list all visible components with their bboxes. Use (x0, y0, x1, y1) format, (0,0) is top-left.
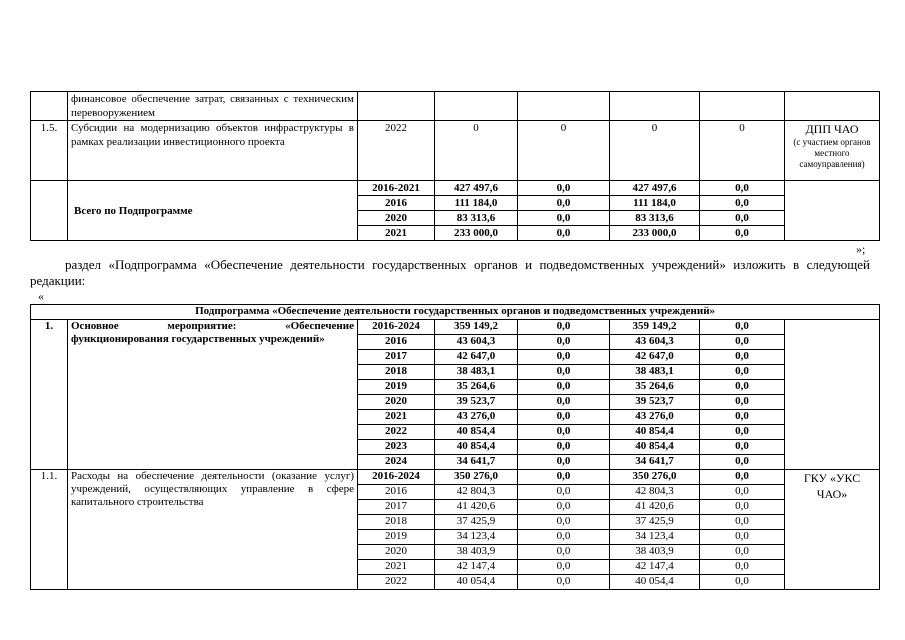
row-value: 0,0 (518, 181, 610, 196)
row-value: 111 184,0 (435, 196, 518, 211)
row-value: 0,0 (518, 440, 610, 455)
row-value: 43 276,0 (435, 410, 518, 425)
row-value: 0,0 (700, 365, 785, 380)
row-value: 42 804,3 (610, 485, 700, 500)
row-year: 2016-2021 (358, 181, 435, 196)
row-value: 359 149,2 (610, 320, 700, 335)
row-value: 39 523,7 (610, 395, 700, 410)
row-year: 2022 (358, 425, 435, 440)
row-value: 0,0 (518, 575, 610, 590)
row-value: 0 (435, 121, 518, 181)
row-value: 40 854,4 (610, 425, 700, 440)
item11-rows (31, 470, 880, 590)
row-value: 350 276,0 (435, 470, 518, 485)
row-value: 0,0 (700, 500, 785, 515)
row-value: 0,0 (700, 560, 785, 575)
row-value: 0,0 (700, 320, 785, 335)
row-year: 2020 (358, 211, 435, 226)
row-value: 0,0 (518, 410, 610, 425)
row-value: 0,0 (700, 350, 785, 365)
row-value: 0,0 (518, 380, 610, 395)
item1-rows (31, 320, 880, 470)
row-number: 1.1. (31, 470, 68, 590)
top-table (30, 91, 880, 241)
table-row (31, 121, 880, 181)
row-year: 2017 (358, 350, 435, 365)
row-year: 2016-2024 (358, 470, 435, 485)
row-value: 0,0 (700, 380, 785, 395)
row-description: Расходы на обеспечение деятельности (оказание услуг) учреждений, осуществляющих управление в сфере капитального строительства (68, 470, 358, 590)
row-value: 0,0 (700, 395, 785, 410)
row-value: 39 523,7 (435, 395, 518, 410)
row-value: 34 123,4 (610, 530, 700, 545)
row-value: 0,0 (518, 560, 610, 575)
row-year: 2017 (358, 500, 435, 515)
row-value: 111 184,0 (610, 196, 700, 211)
row-value: 0,0 (518, 226, 610, 241)
row-value: 43 604,3 (435, 335, 518, 350)
row-description: финансовое обеспечение затрат, связанных с техническим перевооружением (68, 92, 358, 121)
row-year: 2016 (358, 485, 435, 500)
row-year: 2021 (358, 560, 435, 575)
row-value: 42 647,0 (610, 350, 700, 365)
row-value: 427 497,6 (435, 181, 518, 196)
row-value: 0,0 (700, 425, 785, 440)
row-year: 2018 (358, 515, 435, 530)
row-value: 0,0 (518, 515, 610, 530)
row-number: 1. (31, 320, 68, 470)
row-value: 34 641,7 (435, 455, 518, 470)
row-value: 40 054,4 (435, 575, 518, 590)
table-row (31, 305, 880, 320)
paragraph-text: раздел «Подпрограмма «Обеспечение деятельности государственных органов и подведомственных учреждений» изложить в следующей редакции: (30, 257, 870, 288)
row-value: 0,0 (700, 485, 785, 500)
row-year: 2018 (358, 365, 435, 380)
row-value: 41 420,6 (610, 500, 700, 515)
row-value: 0,0 (700, 196, 785, 211)
row-value: 0,0 (700, 455, 785, 470)
row-value: 0,0 (700, 530, 785, 545)
row-executor (785, 121, 880, 181)
row-value: 38 403,9 (610, 545, 700, 560)
row-value: 0,0 (518, 500, 610, 515)
row-value: 41 420,6 (435, 500, 518, 515)
row-executor: ГКУ «УКС ЧАО» (785, 470, 880, 590)
row-value: 359 149,2 (435, 320, 518, 335)
row-value: 233 000,0 (435, 226, 518, 241)
row-value: 0,0 (518, 196, 610, 211)
row-value: 37 425,9 (610, 515, 700, 530)
bottom-table (30, 304, 880, 590)
row-executor (785, 320, 880, 470)
row-value: 0,0 (700, 515, 785, 530)
row-value: 0 (610, 121, 700, 181)
row-year: 2021 (358, 410, 435, 425)
row-year: 2021 (358, 226, 435, 241)
row-value: 0,0 (700, 181, 785, 196)
row-year: 2020 (358, 395, 435, 410)
closing-quote: »; (856, 242, 866, 256)
table-row (31, 470, 880, 485)
row-value: 42 147,4 (435, 560, 518, 575)
table-row (31, 181, 880, 196)
row-value: 0,0 (700, 226, 785, 241)
row-value: 40 854,4 (435, 425, 518, 440)
row-value: 40 054,4 (610, 575, 700, 590)
row-value: 40 854,4 (435, 440, 518, 455)
row-year: 2019 (358, 530, 435, 545)
row-value: 0,0 (518, 455, 610, 470)
row-value: 0,0 (700, 575, 785, 590)
row-year: 2016 (358, 335, 435, 350)
row-year: 2022 (358, 575, 435, 590)
row-value: 0 (518, 121, 610, 181)
row-value: 427 497,6 (610, 181, 700, 196)
instruction-paragraph (30, 257, 870, 289)
subprogram-header: Подпрограмма «Обеспечение деятельности государственных органов и подведомственных учреждений» (31, 305, 880, 320)
row-value: 0,0 (518, 350, 610, 365)
table-row (31, 92, 880, 121)
row-value: 0 (700, 121, 785, 181)
row-value: 40 854,4 (610, 440, 700, 455)
row-year: 2023 (358, 440, 435, 455)
row-description: Субсидии на модернизацию объектов инфраструктуры в рамках реализации инвестиционного проекта (68, 121, 358, 181)
row-value: 38 483,1 (435, 365, 518, 380)
row-value: 0,0 (518, 545, 610, 560)
row-year: 2020 (358, 545, 435, 560)
row-value: 0,0 (518, 470, 610, 485)
row-value: 83 313,6 (435, 211, 518, 226)
row-value: 350 276,0 (610, 470, 700, 485)
row-value: 0,0 (700, 545, 785, 560)
row-value: 0,0 (518, 365, 610, 380)
row-value: 0,0 (700, 211, 785, 226)
opening-quote: « (38, 289, 44, 303)
row-value: 0,0 (700, 335, 785, 350)
row-year: 2016 (358, 196, 435, 211)
row-value: 42 647,0 (435, 350, 518, 365)
row-value: 0,0 (518, 211, 610, 226)
row-value: 0,0 (518, 425, 610, 440)
row-value: 0,0 (518, 530, 610, 545)
row-value: 38 483,1 (610, 365, 700, 380)
table-row (31, 320, 880, 335)
row-number: 1.5. (31, 121, 68, 181)
row-value: 42 147,4 (610, 560, 700, 575)
row-value: 0,0 (518, 485, 610, 500)
row-value: 43 604,3 (610, 335, 700, 350)
row-value: 34 123,4 (435, 530, 518, 545)
row-value: 43 276,0 (610, 410, 700, 425)
row-year: 2024 (358, 455, 435, 470)
executor-note: (с участием органов местного самоуправления) (793, 137, 871, 169)
row-year: 2022 (358, 121, 435, 181)
executor-name: ДПП ЧАО (805, 122, 859, 136)
row-year: 2016-2024 (358, 320, 435, 335)
row-year: 2019 (358, 380, 435, 395)
row-value: 0,0 (700, 410, 785, 425)
row-value: 0,0 (518, 320, 610, 335)
row-value: 34 641,7 (610, 455, 700, 470)
row-value: 37 425,9 (435, 515, 518, 530)
row-value: 233 000,0 (610, 226, 700, 241)
total-label: Всего по Подпрограмме (68, 181, 358, 241)
row-value: 0,0 (700, 470, 785, 485)
row-description: Основное мероприятие: «Обеспечение функционирования государственных учреждений» (68, 320, 358, 470)
row-value: 0,0 (518, 395, 610, 410)
row-value: 38 403,9 (435, 545, 518, 560)
row-value: 35 264,6 (610, 380, 700, 395)
row-value: 0,0 (700, 440, 785, 455)
row-value: 83 313,6 (610, 211, 700, 226)
row-value: 42 804,3 (435, 485, 518, 500)
row-value: 0,0 (518, 335, 610, 350)
row-value: 35 264,6 (435, 380, 518, 395)
